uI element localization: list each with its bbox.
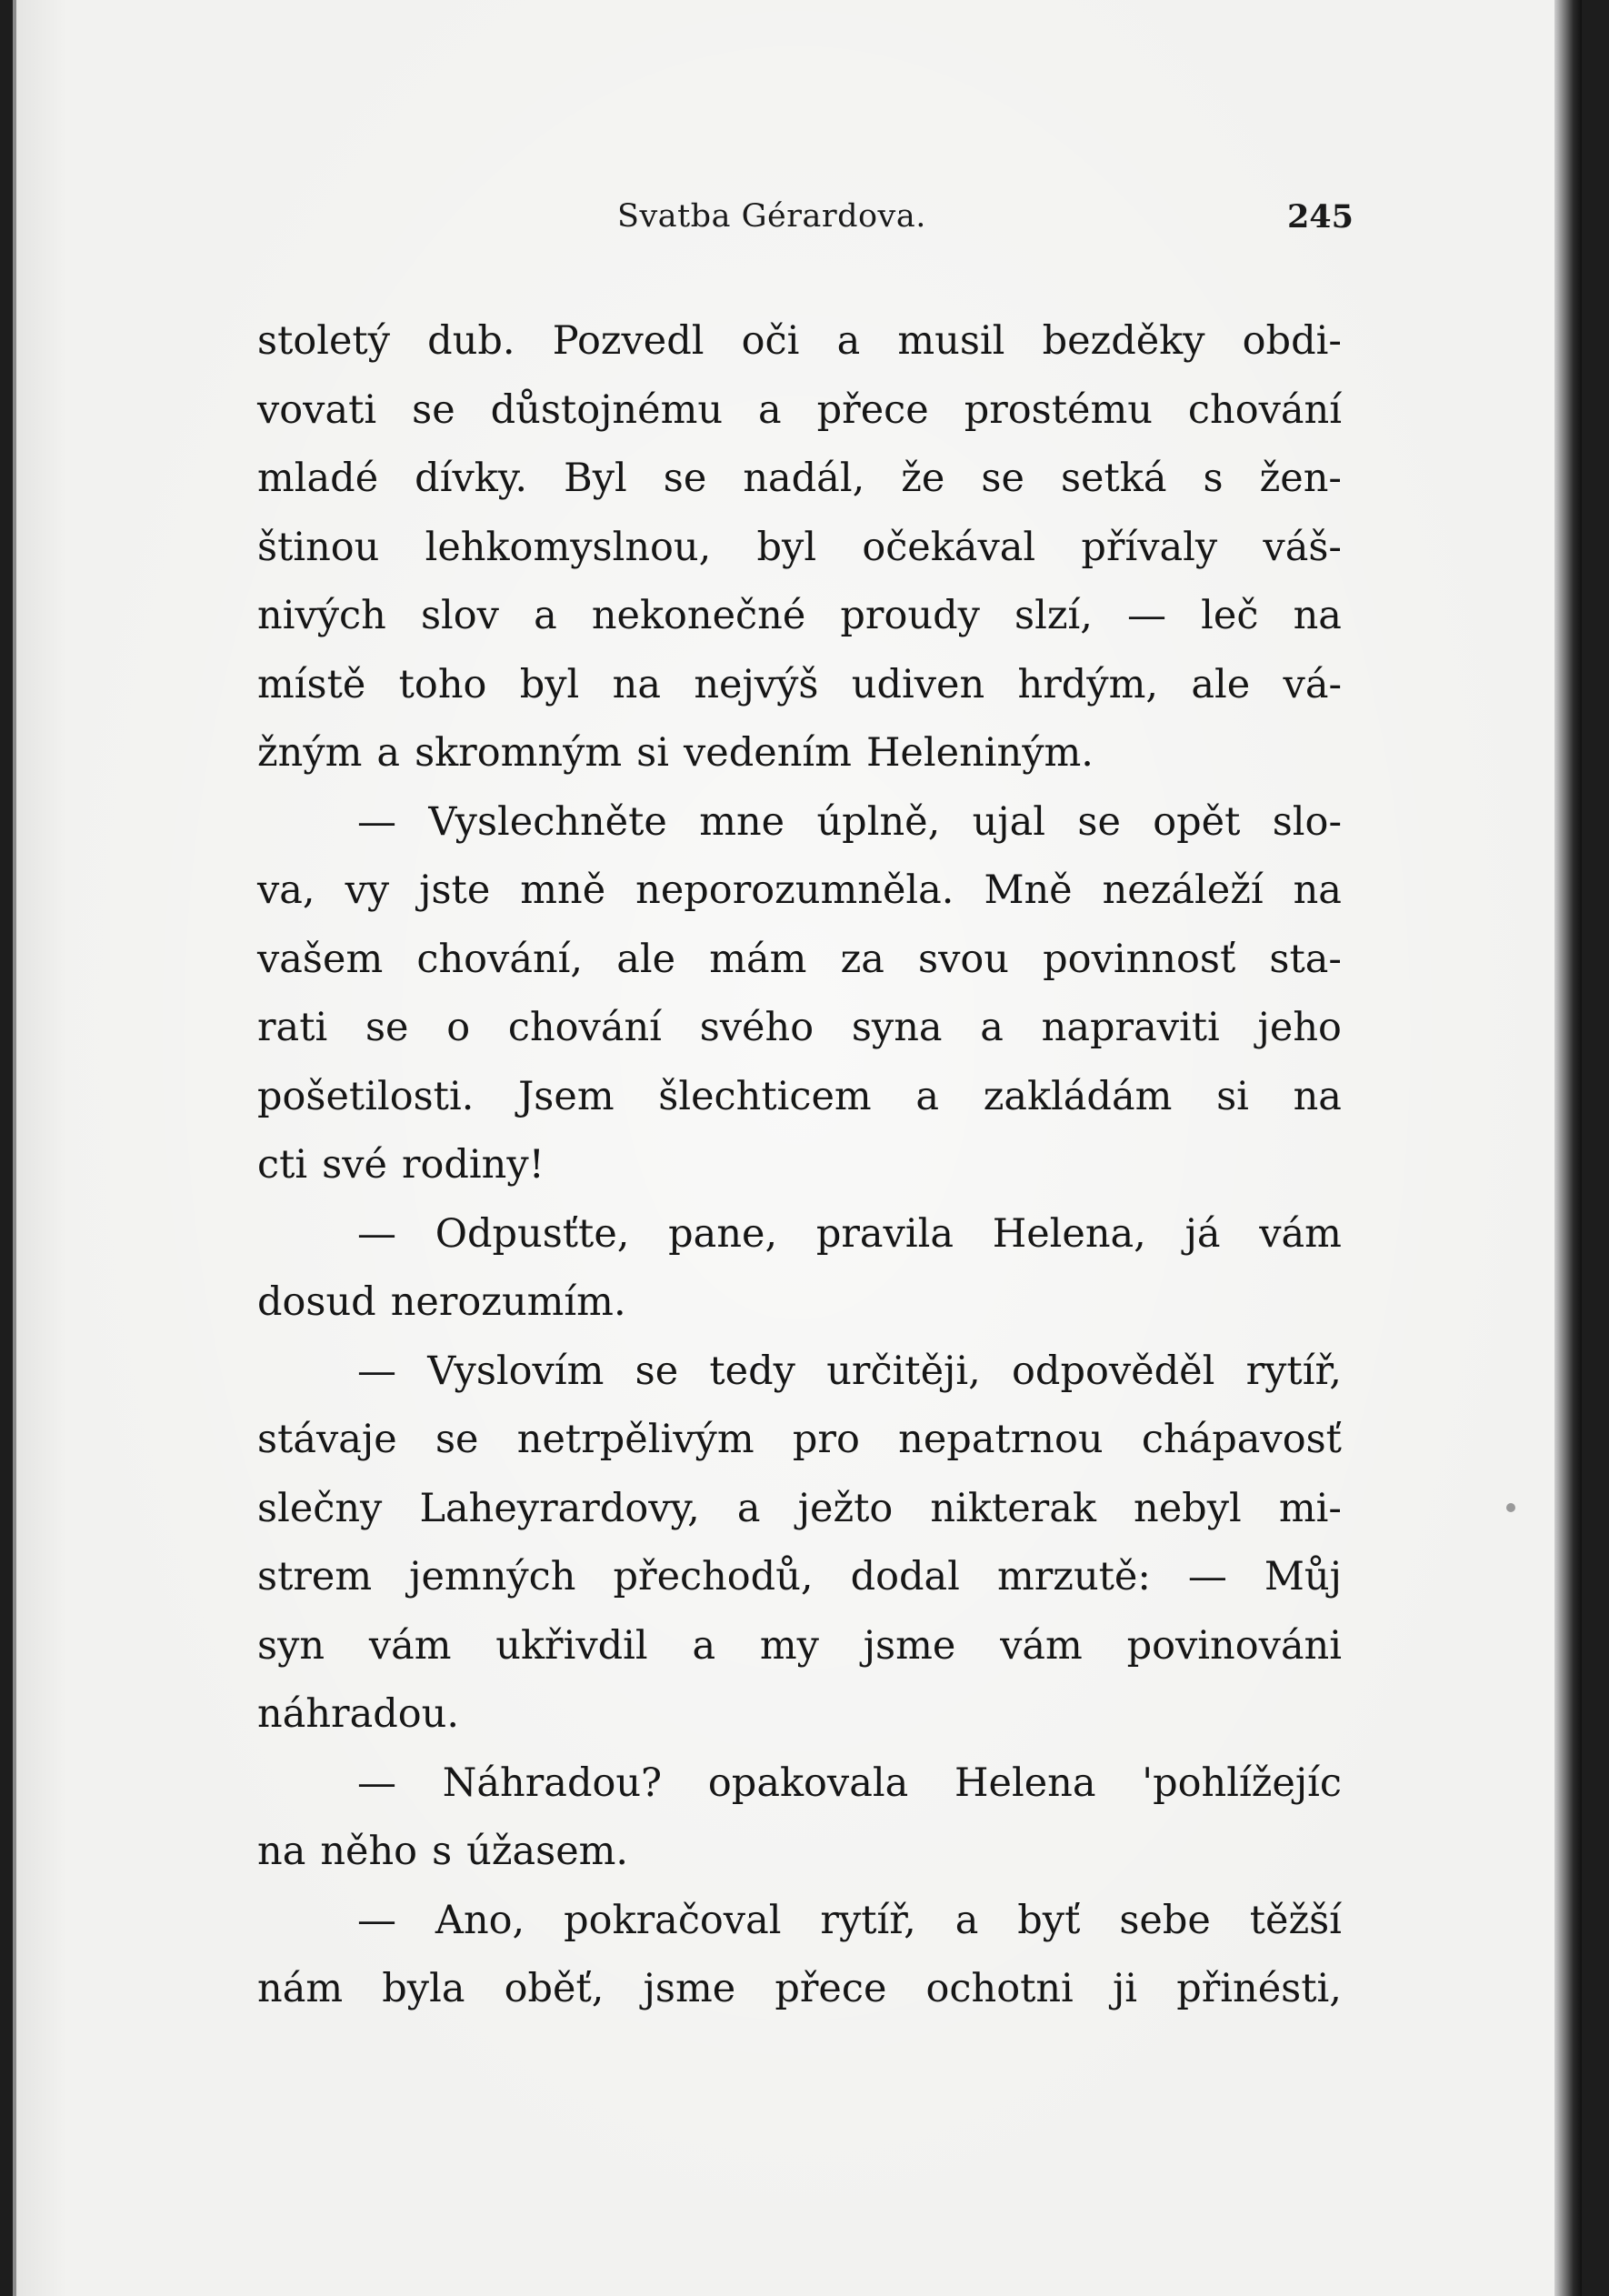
word: leč: [1201, 593, 1259, 638]
word: na: [1293, 1073, 1342, 1119]
word: stávaje: [257, 1417, 397, 1462]
word: Byl: [564, 456, 627, 501]
word: vašem: [257, 936, 384, 982]
word: si: [636, 730, 669, 776]
word: na: [612, 661, 661, 707]
text-line: [257, 376, 1342, 446]
word: strem: [257, 1554, 373, 1599]
text-line: [257, 1063, 1342, 1132]
word: toho: [398, 661, 487, 707]
text-line: [257, 1338, 1342, 1407]
word: lehkomyslnou,: [425, 524, 712, 570]
word: očekával: [862, 524, 1036, 570]
word: byť: [1017, 1897, 1081, 1943]
word: nejvýš: [694, 661, 819, 707]
word: napraviti: [1041, 1005, 1220, 1050]
body-text: [257, 307, 1342, 2024]
word: přinésti,: [1176, 1966, 1342, 2011]
word: svého: [699, 1005, 814, 1050]
word: že: [901, 456, 945, 501]
text-line: [257, 1268, 1342, 1338]
word: na: [1293, 867, 1342, 913]
word: Mně: [984, 867, 1073, 913]
word: dub.: [427, 318, 515, 364]
word: zakládám: [983, 1073, 1173, 1119]
word: žen-: [1259, 456, 1342, 501]
word: oběť,: [504, 1966, 605, 2011]
text-line: [257, 582, 1342, 651]
text-line: [257, 445, 1342, 514]
word: pane,: [668, 1210, 778, 1257]
word: své: [322, 1142, 387, 1188]
word: o: [446, 1005, 471, 1050]
word: místě: [257, 661, 366, 707]
word: mi-: [1278, 1485, 1342, 1531]
word: důstojnému: [490, 386, 724, 433]
word: mně: [520, 867, 606, 913]
word: a: [915, 1073, 939, 1119]
text-line: [257, 651, 1342, 720]
text-line: [257, 307, 1342, 376]
word: 'pohlížejíc: [1142, 1760, 1342, 1806]
word: obdi-: [1242, 318, 1342, 364]
word: přece: [775, 1966, 887, 2011]
word: jeho: [1257, 1005, 1342, 1050]
word: dodal: [850, 1554, 960, 1599]
word: něho: [320, 1829, 418, 1874]
word: žným: [257, 730, 363, 776]
word: přívaly: [1081, 524, 1218, 570]
word: a: [692, 1622, 716, 1669]
word: si: [1216, 1073, 1249, 1119]
word: stoletý: [257, 318, 391, 364]
word: a: [758, 386, 782, 433]
text-line: [257, 514, 1342, 583]
word: nepatrnou: [898, 1417, 1104, 1462]
text-line: [257, 1406, 1342, 1475]
page-header: [617, 198, 1354, 253]
page-number: 245: [1286, 198, 1354, 236]
word: dívky.: [415, 456, 528, 501]
word: na: [257, 1829, 306, 1874]
word: prostému: [964, 386, 1153, 433]
word: se: [663, 456, 707, 501]
word: určitěji,: [826, 1348, 981, 1394]
word: já: [1184, 1210, 1221, 1257]
word: Pozvedl: [552, 318, 705, 364]
page-right-edge-shadow: [1554, 0, 1582, 2296]
word: tedy: [709, 1348, 795, 1394]
word: byla: [382, 1966, 465, 2011]
text-line: [257, 1887, 1342, 1956]
word: rytíř,: [1245, 1348, 1342, 1394]
word: mne: [699, 798, 785, 845]
word: jsme: [643, 1966, 736, 2011]
word: jste: [419, 867, 491, 913]
text-line: [257, 788, 1342, 857]
word: bezděky: [1042, 318, 1205, 364]
word: Helena: [954, 1760, 1096, 1806]
word: váš-: [1263, 524, 1342, 570]
word: šlechticem: [658, 1073, 872, 1119]
word: Náhradou?: [442, 1760, 663, 1806]
text-line: [257, 1955, 1342, 2024]
word: přechodů,: [613, 1554, 814, 1599]
word: syn: [257, 1622, 325, 1669]
word: odpověděl: [1012, 1348, 1215, 1394]
word: ujal: [972, 798, 1046, 845]
word: povinováni: [1126, 1622, 1342, 1669]
text-line: [257, 1475, 1342, 1544]
word: se: [365, 1005, 409, 1050]
word: mám: [709, 936, 807, 982]
word: se: [1077, 798, 1121, 845]
word: štinou: [257, 524, 380, 570]
word: pokračoval: [564, 1897, 782, 1943]
word: mladé: [257, 456, 379, 501]
word: setká: [1060, 456, 1167, 501]
word: slo-: [1272, 798, 1342, 845]
word: přece: [816, 386, 929, 433]
word: vám: [1259, 1210, 1342, 1257]
word: Vyslechněte: [428, 798, 667, 845]
word: byl: [756, 524, 817, 570]
word: nikterak: [930, 1485, 1096, 1531]
word: cti: [257, 1142, 308, 1188]
word: jemných: [409, 1554, 576, 1599]
word: Jsem: [518, 1073, 615, 1119]
word: oči: [741, 318, 800, 364]
word: Helena,: [992, 1210, 1146, 1257]
word: opakovala: [707, 1760, 909, 1806]
word: neporozumněla.: [635, 867, 954, 913]
word: va,: [257, 867, 315, 913]
word: —: [357, 798, 396, 845]
word: těžší: [1249, 1897, 1342, 1943]
word: —: [1127, 593, 1167, 638]
word: ale: [1191, 661, 1251, 707]
text-line: [257, 1612, 1342, 1681]
word: udiven: [851, 661, 985, 707]
word: —: [357, 1210, 396, 1257]
word: dosud: [257, 1279, 376, 1325]
word: a: [980, 1005, 1004, 1050]
word: nadál,: [743, 456, 865, 501]
word: Heleniným.: [865, 730, 1094, 776]
word: rytíř,: [820, 1897, 916, 1943]
word: se: [635, 1348, 679, 1394]
text-line: [257, 994, 1342, 1063]
word: slov: [420, 593, 499, 638]
word: a: [534, 593, 557, 638]
word: ji: [1112, 1966, 1138, 2011]
word: s: [1203, 456, 1224, 501]
word: nezáleží: [1102, 867, 1264, 913]
word: skromným: [415, 730, 623, 776]
word: nám: [257, 1966, 344, 2011]
word: vá-: [1283, 661, 1342, 707]
word: Laheyrardovy,: [419, 1485, 700, 1531]
word: s: [432, 1829, 453, 1874]
word: Odpusťte,: [435, 1210, 630, 1257]
word: úplně,: [816, 798, 941, 845]
word: Ano,: [435, 1897, 525, 1943]
word: pošetilosti.: [257, 1073, 475, 1119]
word: ale: [616, 936, 676, 982]
word: úžasem.: [466, 1829, 629, 1874]
word: chování,: [416, 936, 584, 982]
text-line: [257, 1680, 1342, 1750]
word: a: [954, 1897, 979, 1943]
word: musil: [897, 318, 1005, 364]
word: slzí,: [1014, 593, 1093, 638]
word: proudy: [840, 593, 980, 638]
word: a: [736, 1485, 761, 1531]
word: a: [376, 730, 401, 776]
running-title: Svatba Gérardova.: [617, 198, 926, 235]
word: chování: [1187, 386, 1342, 433]
word: nerozumím.: [390, 1279, 626, 1325]
word: povinnosť: [1043, 936, 1236, 982]
word: se: [981, 456, 1024, 501]
text-line: [257, 857, 1342, 926]
word: nekonečné: [591, 593, 806, 638]
text-line: [257, 1750, 1342, 1819]
word: vám: [1000, 1622, 1083, 1669]
word: Vyslovím: [427, 1348, 605, 1394]
word: —: [357, 1760, 396, 1806]
text-line: [257, 1818, 1342, 1887]
word: vy: [345, 867, 390, 913]
word: vám: [368, 1622, 452, 1669]
word: netrpělivým: [516, 1417, 755, 1462]
word: byl: [519, 661, 580, 707]
word: ukřivdil: [495, 1622, 648, 1669]
word: za: [840, 936, 884, 982]
word: svou: [918, 936, 1009, 982]
word: ochotni: [925, 1966, 1074, 2011]
text-line: [257, 926, 1342, 995]
word: sta-: [1269, 936, 1342, 982]
word: pro: [792, 1417, 860, 1462]
word: vedením: [684, 730, 852, 776]
word: pravila: [815, 1210, 954, 1257]
word: chování: [507, 1005, 662, 1050]
word: —: [357, 1897, 396, 1943]
word: Můj: [1264, 1554, 1342, 1599]
ink-speck: [1506, 1503, 1515, 1512]
word: slečny: [257, 1485, 383, 1531]
word: se: [435, 1417, 479, 1462]
word: —: [357, 1348, 396, 1394]
word: na: [1293, 593, 1342, 638]
word: opět: [1153, 798, 1241, 845]
word: sebe: [1119, 1897, 1211, 1943]
word: rodiny!: [401, 1142, 545, 1188]
word: —: [1187, 1554, 1227, 1599]
word: nebyl: [1134, 1485, 1242, 1531]
text-line: [257, 1200, 1342, 1269]
word: rati: [257, 1005, 328, 1050]
word: hrdým,: [1017, 661, 1159, 707]
word: chápavosť: [1141, 1417, 1342, 1462]
text-line: [257, 1131, 1342, 1200]
page-left-edge: [13, 0, 16, 2296]
word: syna: [851, 1005, 943, 1050]
word: se: [412, 386, 455, 433]
word: nivých: [257, 593, 386, 638]
word: mrzutě:: [996, 1554, 1151, 1599]
word: my: [759, 1622, 819, 1669]
word: vovati: [257, 386, 377, 433]
word: náhradou.: [257, 1691, 459, 1737]
word: a: [836, 318, 861, 364]
text-line: [257, 1543, 1342, 1612]
text-line: [257, 719, 1342, 788]
word: jsme: [863, 1622, 956, 1669]
word: ježto: [797, 1485, 894, 1531]
